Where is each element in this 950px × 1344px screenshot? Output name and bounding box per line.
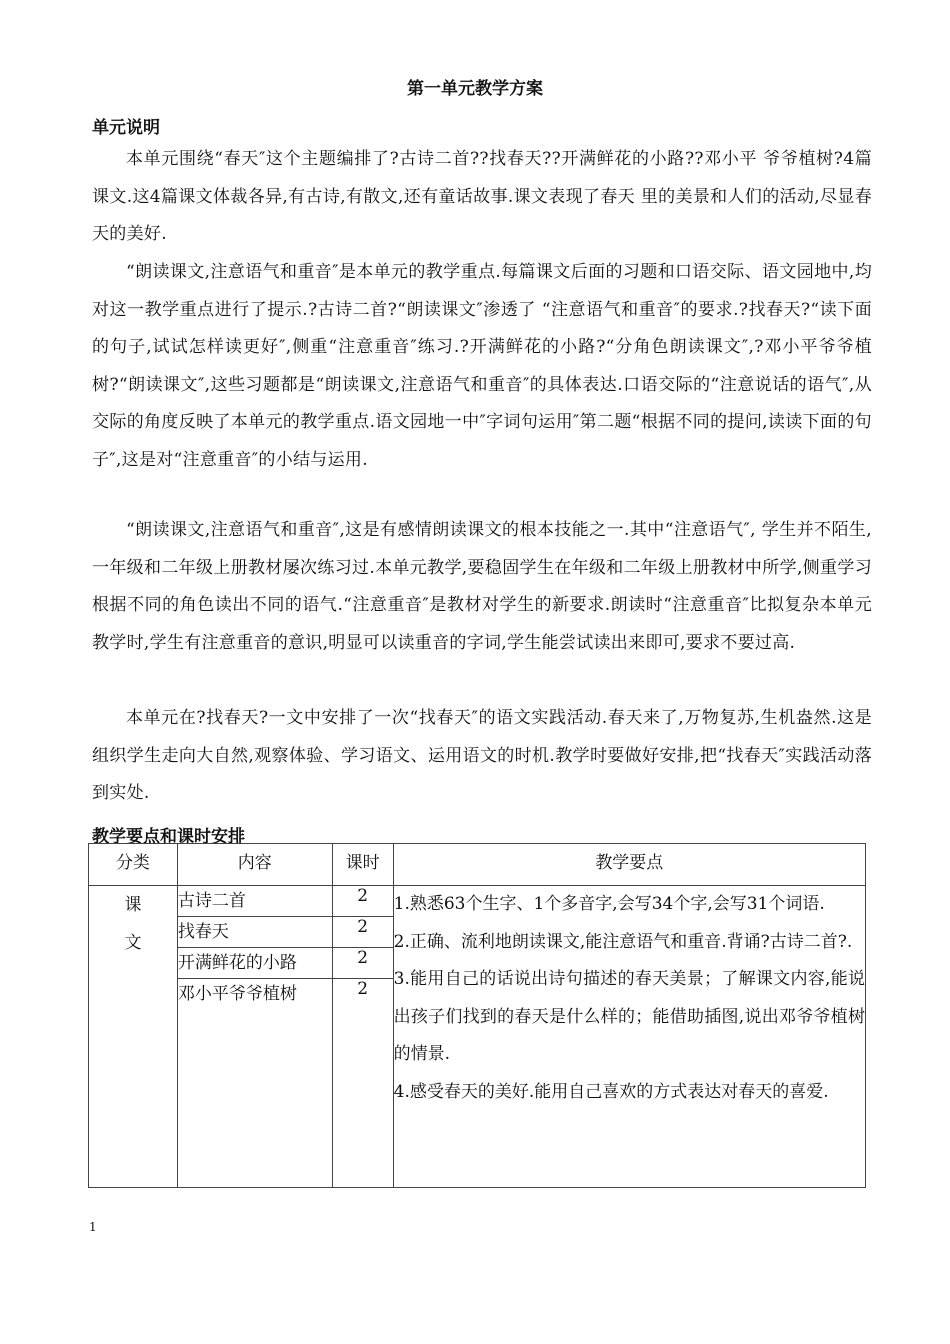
teaching-points-cell [393, 886, 865, 1188]
teaching-point: 1.熟悉63个生字、1个多音字,会写34个字,会写31个词语. [393, 894, 825, 914]
empty-cell [177, 1009, 332, 1188]
content-cell: 古诗二首 [177, 886, 332, 917]
header-hours: 课时 [332, 844, 393, 886]
teaching-point: 3.能用自己的话说出诗句描述的春天美景；了解课文内容,能说出孩子们找到的春天是什么样的；能借助插图,说出邓爷爷植树的情景. [393, 969, 865, 1064]
category-char: 课 [124, 895, 142, 915]
hours-cell: 2 [332, 917, 393, 948]
table-header-row [89, 844, 866, 886]
header-teaching-points: 教学要点 [393, 844, 865, 886]
teaching-point: 4.感受春天的美好.能用自己喜欢的方式表达对春天的喜爱. [393, 1081, 829, 1102]
paragraph-4: 本单元在?找春天?一文中安排了一次“找春天″的语文实践活动.春天来了,万物复苏,生机盎然.这是组织学生走向大自然,观察体验、学习语文、运用语文的时机.教学时要做好安排,把“找春天″实践活动落到实处. [92, 708, 872, 803]
category-char: 文 [124, 933, 142, 953]
paragraph-3: “朗读课文,注意语气和重音″,这是有感情朗读课文的根本技能之一.其中“注意语气″, 学生并不陌生,一年级和二年级上册教材屡次练习过.本单元教学,要稳固学生在年级和二年级上册教材中所学,侧重学习根据不同的角色读出不同的语气.“注意重音″是教材对学生的新要求.朗读时“注意重音″比拟复杂本单元教学时,学生有注意重音的意识,明显可以读重音的字词,学生能尝试读出来即可,要求不要过高. [92, 520, 872, 653]
teaching-point: 2.正确、流利地朗读课文,能注意语气和重音.背诵?古诗二首?. [393, 931, 853, 952]
content-cell: 邓小平爷爷植树 [177, 979, 332, 1010]
section-heading-unit-description: 单元说明 [92, 118, 160, 138]
teaching-plan-table [88, 843, 866, 1188]
category-cell [89, 886, 178, 1188]
page-title: 第一单元教学方案 [407, 79, 543, 99]
hours-cell: 2 [332, 979, 393, 1010]
content-cell: 找春天 [177, 917, 332, 948]
content-cell: 开满鲜花的小路 [177, 948, 332, 979]
header-category: 分类 [89, 844, 178, 886]
hours-cell: 2 [332, 948, 393, 979]
section-heading-teaching-points: 教学要点和课时安排 [92, 827, 245, 847]
paragraph-2: “朗读课文,注意语气和重音″是本单元的教学重点.每篇课文后面的习题和口语交际、语文园地中,均对这一教学重点进行了提示.?古诗二首?“朗读课文″渗透了 “注意语气和重音″的要求.?找春天?“读下面的句子,试试怎样读更好″,侧重“注意重音″练习.?开满鲜花的小路?“分角色朗读课文″,?邓小平爷爷植树?“朗读课文″,这些习题都是“朗读课文,注意语气和重音″的具体表达.口语交际的“注意说话的语气″,从交际的角度反映了本单元的教学重点.语文园地一中″字词句运用″第二题“根据不同的提问,读读下面的句子″,这是对“注意重音″的小结与运用. [92, 262, 872, 470]
header-content: 内容 [177, 844, 332, 886]
page-number: 1 [89, 1220, 97, 1234]
table-row [89, 886, 866, 917]
hours-cell: 2 [332, 886, 393, 917]
empty-cell [332, 1009, 393, 1188]
paragraph-1: 本单元围绕“春天″这个主题编排了?古诗二首??找春天??开满鲜花的小路??邓小平 爷爷植树?4篇课文.这4篇课文体裁各异,有古诗,有散文,还有童话故事.课文表现了春天 里的美景和人们的活动,尽显春天的美好. [92, 149, 872, 244]
